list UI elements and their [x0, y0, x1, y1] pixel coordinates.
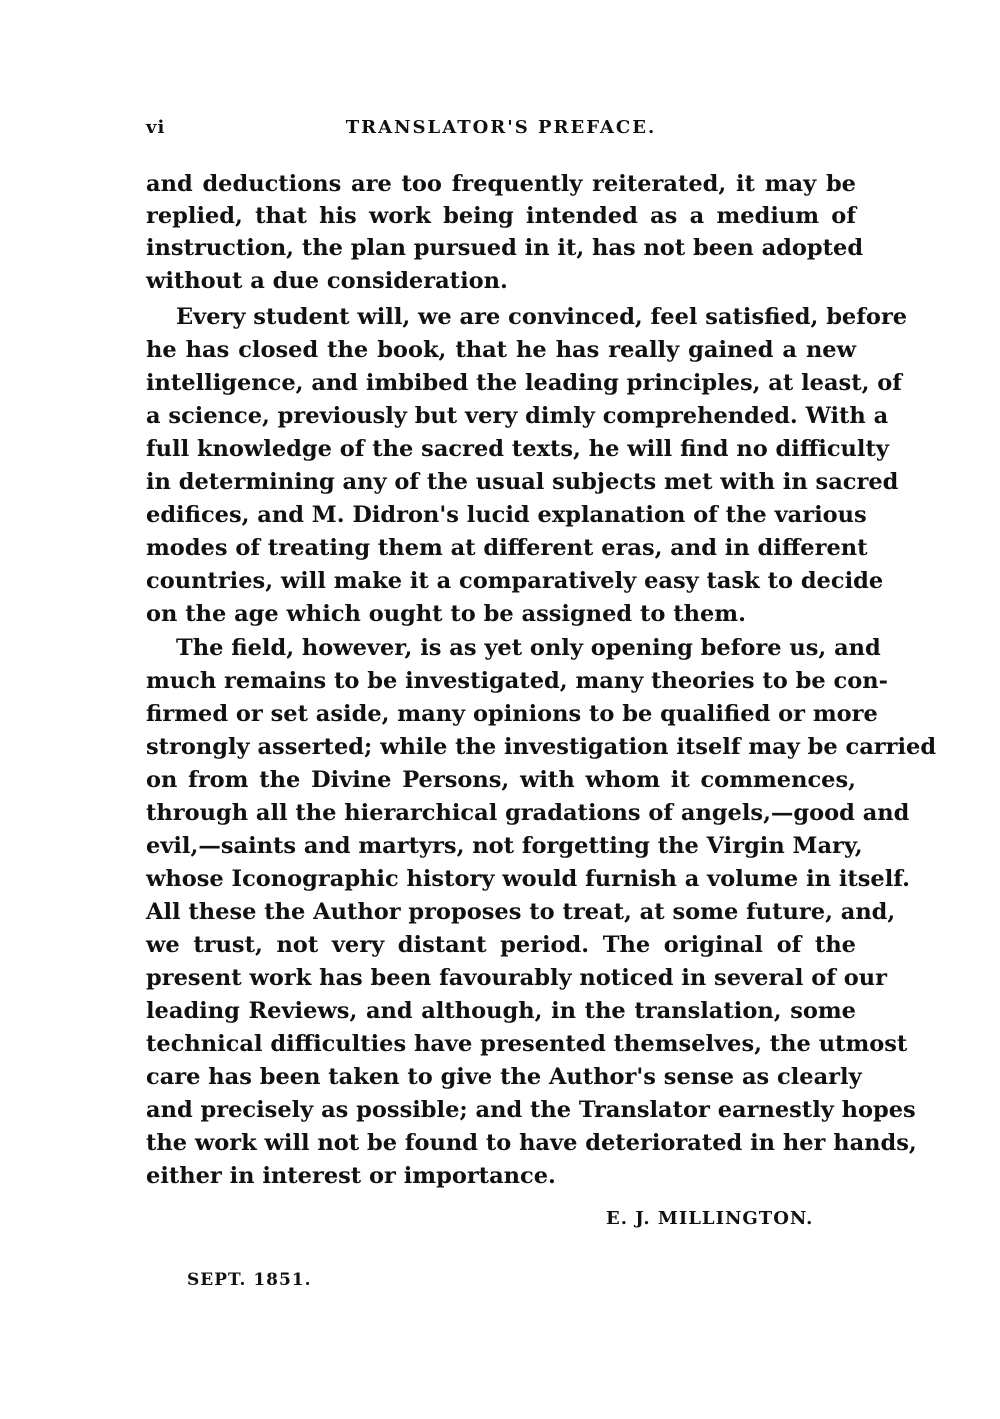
text-line: modes of treating them at different eras, and in different — [146, 535, 868, 561]
text-line: present work has been favourably noticed in several of our — [146, 965, 887, 991]
text-line: in determining any of the usual subjects met with in sacred — [146, 469, 899, 495]
text-line: without a due consideration. — [146, 268, 508, 294]
text-line: edifices, and M. Didron's lucid explanation of the various — [146, 502, 867, 528]
text-line: either in interest or importance. — [146, 1163, 556, 1189]
signature: E. J. MILLINGTON. — [606, 1208, 814, 1229]
dateline: SEPT. 1851. — [187, 1270, 312, 1290]
text-line: technical difficulties have presented themselves, the utmost — [146, 1031, 908, 1057]
text-line: full knowledge of the sacred texts, he will find no difficulty — [146, 436, 889, 462]
text-line: leading Reviews, and although, in the translation, some — [146, 998, 856, 1024]
text-line: whose Iconographic history would furnish a volume in itself. — [146, 866, 911, 892]
running-head — [146, 117, 856, 143]
running-title: TRANSLATOR'S PREFACE. — [345, 117, 657, 138]
text-line: countries, will make it a comparatively easy task to decide — [146, 568, 884, 594]
text-line: intelligence, and imbibed the leading principles, at least, of — [146, 370, 902, 396]
text-line: instruction, the plan pursued in it, has not been adopted — [146, 235, 864, 261]
text-line: care has been taken to give the Author's sense as clearly — [146, 1064, 862, 1090]
text-line: the work will not be found to have deteriorated in her hands, — [146, 1130, 917, 1156]
text-line: he has closed the book, that he has really gained a new — [146, 337, 856, 363]
page-number: vi — [146, 117, 166, 138]
text-line: we trust, not very distant period. The original of the — [146, 932, 856, 958]
text-line: and precisely as possible; and the Translator earnestly hopes — [146, 1097, 916, 1123]
text-line: Every student will, we are convinced, feel satisfied, before — [176, 304, 908, 330]
text-line: replied, that his work being intended as a medium of — [146, 203, 856, 229]
text-line: and deductions are too frequently reiterated, it may be — [146, 171, 856, 197]
text-line: on the age which ought to be assigned to them. — [146, 601, 746, 627]
text-line: on from the Divine Persons, with whom it commences, — [146, 767, 856, 793]
text-line: a science, previously but very dimly comprehended. With a — [146, 403, 889, 429]
text-line: The field, however, is as yet only opening before us, and — [176, 635, 881, 661]
text-line: much remains to be investigated, many theories to be con- — [146, 668, 888, 694]
text-line: evil,—saints and martyrs, not forgetting the Virgin Mary, — [146, 833, 863, 859]
text-line: strongly asserted; while the investigation itself may be carried — [146, 734, 937, 760]
text-line: All these the Author proposes to treat, at some future, and, — [146, 899, 896, 925]
text-line: firmed or set aside, many opinions to be qualified or more — [146, 701, 878, 727]
text-line: through all the hierarchical gradations of angels,—good and — [146, 800, 910, 826]
